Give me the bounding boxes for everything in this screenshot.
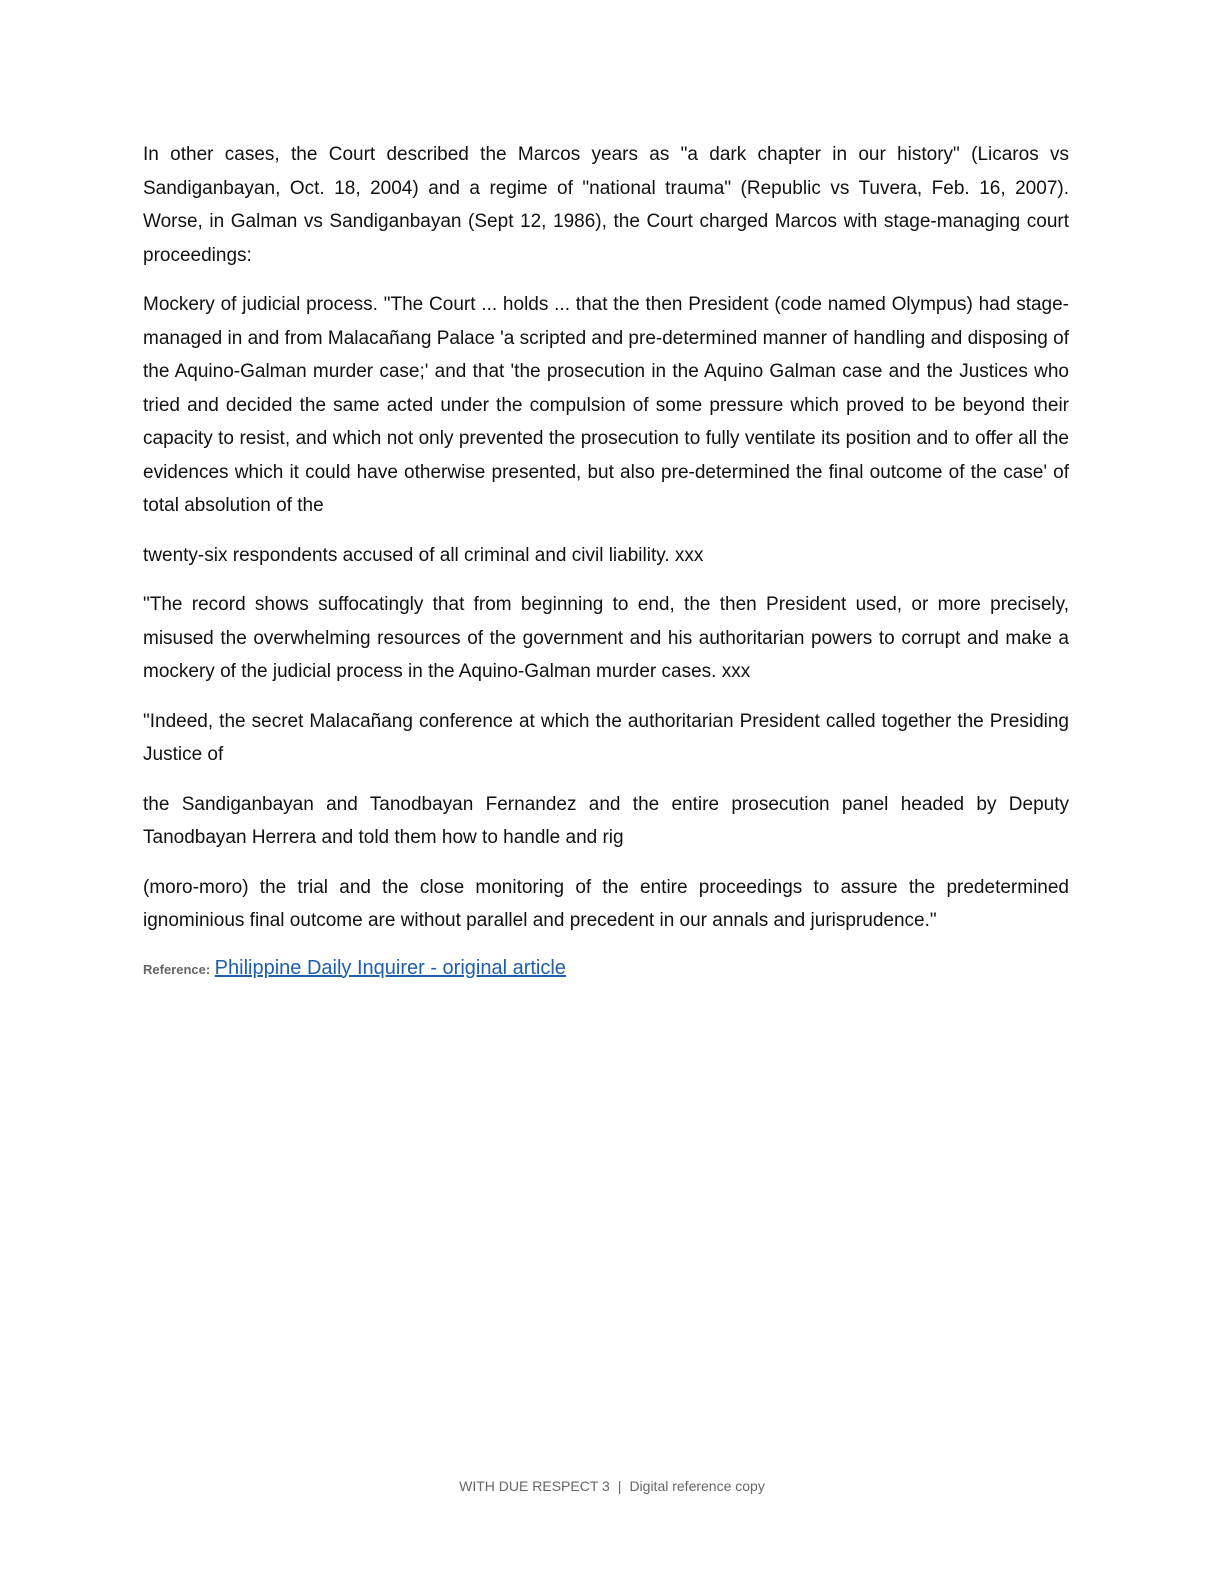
paragraph-4: "The record shows suffocatingly that from beginning to end, the then President used, or more precisely, misused the overwhelming resources of the government and his authoritarian powers to corrupt and make a mockery of the judicial process in the Aquino-Galman murder cases. xxx (143, 594, 1069, 682)
page-footer (0, 1478, 1224, 1494)
paragraph-6: the Sandiganbayan and Tanodbayan Fernandez and the entire prosecution panel headed by Deputy Tanodbayan Herrera and told them how to handle and rig (143, 793, 1069, 848)
reference-label: Reference: (143, 961, 211, 977)
document-body (143, 138, 1069, 984)
paragraph-1: In other cases, the Court described the Marcos years as "a dark chapter in our history" (Licaros vs Sandiganbayan, Oct. 18, 2004) and a regime of "national trauma" (Republic vs Tuvera, Feb. 16, 2007). Worse, in Galman vs Sandiganbayan (Sept 12, 1986), the Court charged Marcos with stage-managing court proceedings: (143, 144, 1069, 266)
paragraph-5: "Indeed, the secret Malacañang conference at which the authoritarian President called together the Presiding Justice of (143, 710, 1069, 765)
reference-line (143, 954, 1069, 984)
paragraph-7: (moro-moro) the trial and the close monitoring of the entire proceedings to assure the predetermined ignominious final outcome are without parallel and precedent in our annals and jurisprudence." (143, 876, 1069, 931)
footer-title: WITH DUE RESPECT 3 (459, 1478, 610, 1494)
paragraph-3: twenty-six respondents accused of all criminal and civil liability. xxx (143, 544, 704, 566)
reference-link[interactable]: Philippine Daily Inquirer - original article (214, 956, 566, 979)
paragraph-2: Mockery of judicial process. "The Court ... holds ... that the then President (code named Olympus) had stage-managed in and from Malacañang Palace 'a scripted and pre-determined manner of handling and disposing of the Aquino-Galman murder case;' and that 'the prosecution in the Aquino Galman case and the Justices who tried and decided the same acted under the compulsion of some pressure which proved to be beyond their capacity to resist, and which not only prevented the prosecution to fully ventilate its position and to offer all the evidences which it could have otherwise presented, but also pre-determined the final outcome of the case' of total absolution of the (143, 294, 1069, 516)
footer-separator: | (617, 1478, 622, 1494)
footer-note: Digital reference copy (629, 1478, 765, 1494)
